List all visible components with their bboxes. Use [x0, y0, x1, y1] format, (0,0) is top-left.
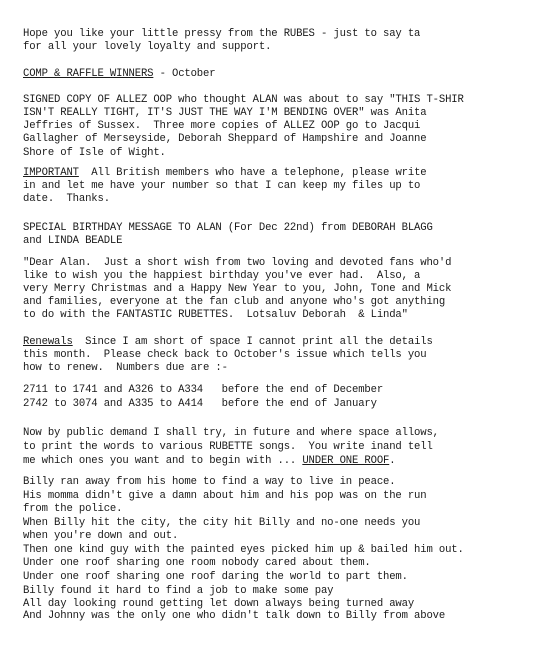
birthday-heading: SPECIAL BIRTHDAY MESSAGE TO ALAN (For Dec 22nd) from DEBORAH BLAGG — [23, 222, 433, 234]
songs-text: me which ones you want and to begin with ... — [23, 455, 303, 467]
important-heading: IMPORTANT — [23, 167, 79, 179]
renewals-line: how to renew. Numbers due are :- — [23, 362, 228, 374]
renewals-line — [23, 336, 433, 349]
comp-line: Shore of Isle of Wight. — [23, 147, 166, 159]
birthday-message-line: very Merry Christmas and a Happy New Year to you, John, Tone and Mick — [23, 283, 452, 295]
birthday-heading: and LINDA BEADLE — [23, 235, 123, 247]
comp-line: SIGNED COPY OF ALLEZ OOP who thought ALAN was about to say "THIS T-SHIR — [23, 94, 464, 106]
song-title-suffix: . — [389, 455, 396, 467]
important-text: All British members who have a telephone, please write — [78, 167, 427, 179]
renewals-heading: Renewals — [23, 336, 73, 348]
songs-line: to print the words to various RUBETTE songs. You write inand tell — [23, 441, 433, 453]
renewal-numbers: 2742 to 3074 and A335 to A414 before the end of January — [23, 398, 377, 410]
comp-line: ISN'T REALLY TIGHT, IT'S JUST THE WAY I'M BENDING OVER" was Anita — [23, 107, 427, 119]
lyric-line: from the police. — [23, 503, 123, 515]
comp-line: Gallagher of Merseyside, Deborah Sheppard of Hampshire and Joanne — [23, 133, 427, 145]
lyric-line: When Billy hit the city, the city hit Billy and no-one needs you — [23, 517, 421, 529]
birthday-message-line: like to wish you the happiest birthday you've ever had. Also, a — [23, 270, 421, 282]
important-line: in and let me have your number so that I can keep my files up to — [23, 180, 421, 192]
songs-line: Now by public demand I shall try, in future and where space allows, — [23, 427, 439, 439]
renewals-text: Since I am short of space I cannot print all the details — [72, 336, 433, 348]
intro-line: Hope you like your little pressy from the RUBES - just to say ta — [23, 28, 421, 40]
lyric-line: His momma didn't give a damn about him and his pop was on the run — [23, 490, 427, 502]
song-title: UNDER ONE ROOF — [302, 455, 390, 467]
comp-heading-suffix: - October — [153, 68, 216, 80]
comp-heading-line — [23, 68, 215, 81]
lyric-line: when you're down and out. — [23, 530, 179, 542]
lyric-line: Under one roof sharing one room nobody cared about them. — [23, 557, 371, 569]
comp-line: Jeffries of Sussex. Three more copies of ALLEZ OOP go to Jacqui — [23, 120, 421, 132]
comp-heading: COMP & RAFFLE WINNERS — [23, 68, 154, 80]
birthday-message-line: "Dear Alan. Just a short wish from two loving and devoted fans who'd — [23, 257, 452, 269]
important-line — [23, 167, 426, 180]
important-line: date. Thanks. — [23, 193, 110, 205]
lyric-line: Under one roof sharing one roof daring the world to part them. — [23, 571, 408, 583]
lyric-line: All day looking round getting let down always being turned away — [23, 598, 415, 610]
lyric-line: Then one kind guy with the painted eyes picked him up & bailed him out. — [23, 544, 464, 556]
renewal-numbers: 2711 to 1741 and A326 to A334 before the end of December — [23, 384, 384, 396]
lyric-line: Billy found it hard to find a job to make some pay — [23, 585, 334, 597]
intro-line: for all your lovely loyalty and support. — [23, 41, 272, 53]
birthday-message-line: and families, everyone at the fan club and anyone who's got anything — [23, 296, 446, 308]
lyric-line: Billy ran away from his home to find a way to live in peace. — [23, 476, 396, 488]
birthday-message-line: to do with the FANTASTIC RUBETTES. Lotsaluv Deborah & Linda" — [23, 309, 408, 321]
renewals-line: this month. Please check back to October's issue which tells you — [23, 349, 427, 361]
songs-line — [23, 455, 395, 468]
lyric-line: And Johnny was the only one who didn't talk down to Billy from above — [23, 610, 446, 622]
